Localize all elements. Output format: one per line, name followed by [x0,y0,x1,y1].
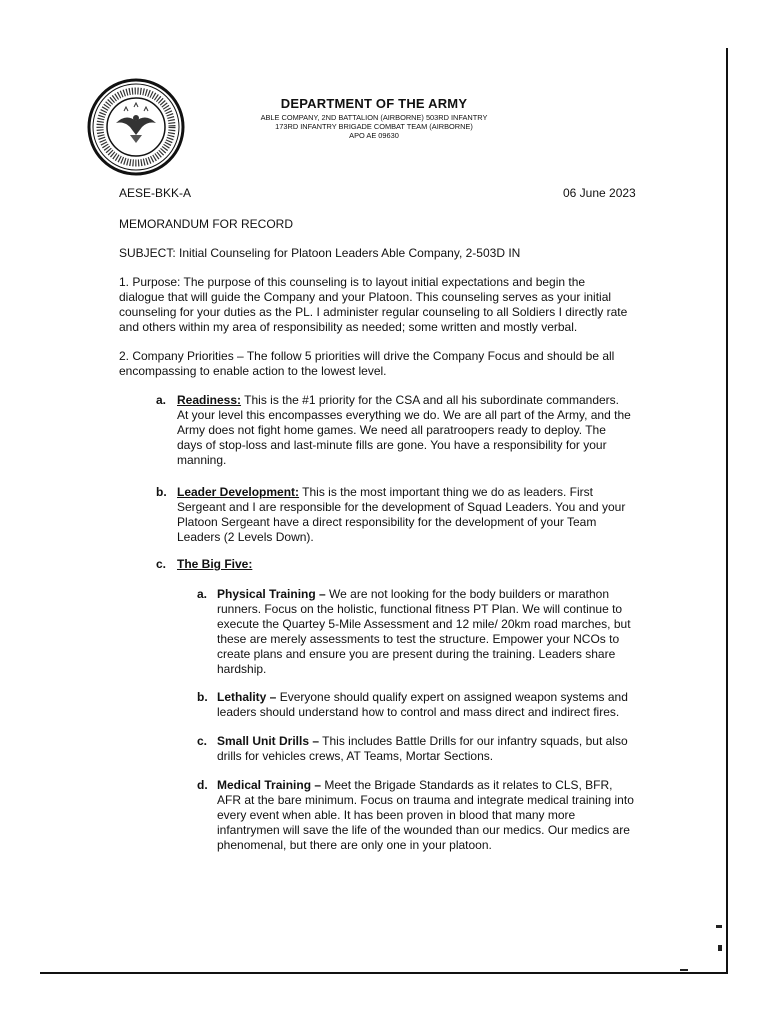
item-first-line [177,393,619,407]
sub-item-first-text: Meet the Brigade Standards as it relates to CLS, BFR, [321,778,613,792]
sub-item-line: runners. Focus on the holistic, functional fitness PT Plan. We will continue to [217,602,623,616]
item-line: Platoon Sergeant have a direct responsibility for the development of your Team [177,515,597,529]
item-line: Sergeant and I are responsible for the development of Squad Leaders. You and your [177,500,626,514]
sub-item-first-line [217,690,628,704]
item-first-text: This is the #1 priority for the CSA and all his subordinate commanders. [241,393,619,407]
scan-speck [716,925,722,928]
item-line: Leaders (2 Levels Down). [177,530,314,544]
sub-item-line: drills for vehicles crews, AT Teams, Mortar Sections. [217,749,494,763]
sub-item-line: these are merely assessments to test the structure. Empower your NCOs to [217,632,620,646]
sub-item-heading: Lethality – [217,690,277,704]
item-marker: a. [156,393,167,407]
paragraph-line: and others within my area of responsibility as needed; some written and mostly verbal. [119,320,578,334]
sub-item-marker: c. [197,734,208,748]
memo-subject: SUBJECT: Initial Counseling for Platoon Leaders Able Company, 2-503D IN [119,246,521,260]
letterhead-brigade-line: 173RD INFANTRY BRIGADE COMBAT TEAM (AIRBORNE) [275,122,473,131]
item-first-text: This is the most important thing we do as leaders. First [299,485,593,499]
letterhead-address-line: APO AE 09630 [349,131,399,140]
letterhead-unit-line: ABLE COMPANY, 2ND BATTALION (AIRBORNE) 503RD INFANTRY [260,113,488,122]
sub-item-line: every event when able. It has been proven in blood that many more [217,808,576,822]
paragraph-line: 2. Company Priorities – The follow 5 priorities will drive the Company Focus and should be all [119,349,615,363]
item-line: At your level this encompasses everything we do. We are all part of the Army, and the [177,408,631,422]
sub-item-line: AFR at the bare minimum. Focus on trauma and integrate medical training into [217,793,634,807]
office-symbol: AESE-BKK-A [119,186,192,200]
item-marker: b. [156,485,167,499]
sub-item-marker: b. [197,690,208,704]
item-heading: The Big Five: [177,557,253,571]
paragraph-line: dialogue that will guide the Company and your Platoon. This counseling serves as your initial [119,290,612,304]
sub-item-first-text: This includes Battle Drills for our infantry squads, but also [319,734,628,748]
sub-item-heading: Physical Training – [217,587,326,601]
sub-item-first-line [217,734,628,748]
sub-item-line: execute the Quartey 5-Mile Assessment and 12 mile/ 20km road marches, but [217,617,631,631]
paragraph-line: counseling for your duties as the PL. I administer regular counseling to all Soldiers I directly rate [119,305,628,319]
scan-edge-right [726,48,728,974]
sub-item-marker: d. [197,778,208,792]
sub-item-line: infantrymen will save the life of the wounded than our medics. Our medics are [217,823,630,837]
sub-item-marker: a. [197,587,208,601]
sub-item-first-line [217,778,613,792]
memo-type: MEMORANDUM FOR RECORD [119,217,293,231]
letterhead-title: DEPARTMENT OF THE ARMY [280,96,468,111]
sub-item-line: leaders should understand how to control and mass direct and indirect fires. [217,705,620,719]
sub-item-first-text: We are not looking for the body builders or marathon [325,587,609,601]
scan-speck [680,969,688,971]
item-marker: c. [156,557,167,571]
department-of-defense-seal-icon [86,77,186,177]
paragraph-line: encompassing to enable action to the lowest level. [119,364,387,378]
item-heading: Leader Development: [177,485,300,499]
item-line: Army does not fight home games. We need all paratroopers ready to deploy. The [177,423,606,437]
sub-item-heading: Small Unit Drills – [217,734,320,748]
item-heading: Readiness: [177,393,242,407]
scan-edge-bottom [40,972,728,974]
item-first-line [177,485,593,499]
sub-item-line: hardship. [217,662,267,676]
item-line: days of stop-loss and last-minute fills are gone. You have a responsibility for your [177,438,607,452]
sub-item-heading: Medical Training – [217,778,322,792]
memo-date: 06 June 2023 [563,186,636,200]
sub-item-line: create plans and ensure you are present during the training. Leaders share [217,647,616,661]
paragraph-line: 1. Purpose: The purpose of this counseling is to layout initial expectations and begin the [119,275,586,289]
sub-item-first-line [217,587,609,601]
item-line: manning. [177,453,227,467]
scan-speck [718,945,722,951]
sub-item-first-text: Everyone should qualify expert on assigned weapon systems and [276,690,628,704]
sub-item-line: phenomenal, but there are only one in your platoon. [217,838,492,852]
